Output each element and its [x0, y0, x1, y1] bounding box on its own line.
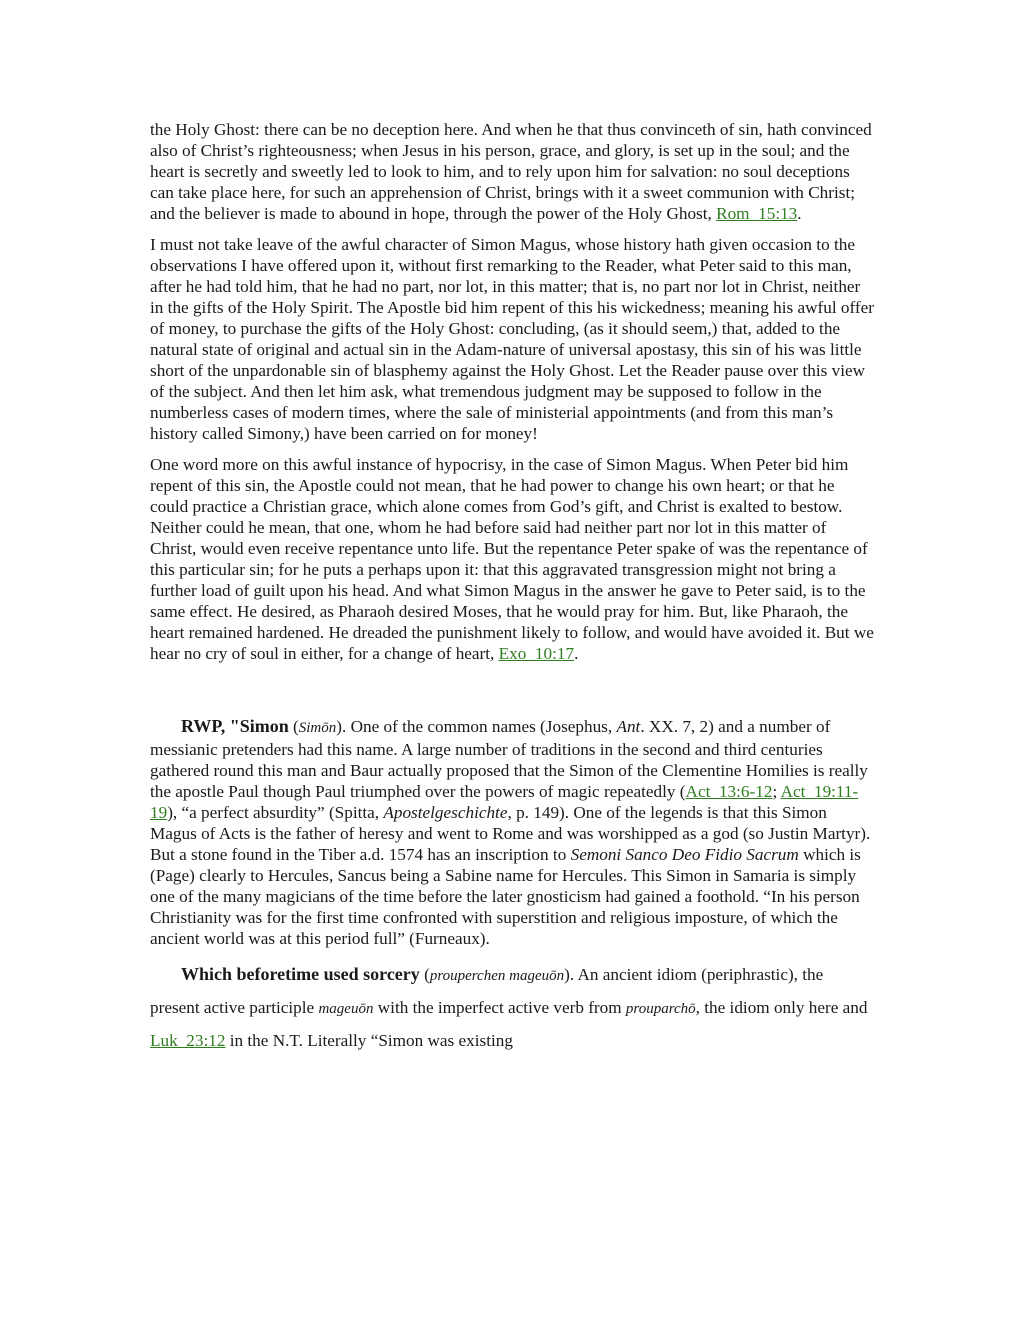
document-page: [150, 119, 876, 1066]
section-gap: [150, 674, 876, 716]
greek-term: prouparchō: [625, 1001, 696, 1017]
paragraph-text: One word more on this awful instance of hypocrisy, in the case of Simon Magus. When Peter bid him repent of this sin, the Apostle could not mean, that he had power to change his own heart; or that he could practice a Christian grace, which alone comes from God’s gift, and Christ is exalted to bestow. Neither could he mean, that one, whom he had before said had neither part nor lot in this matter of Christ, would even receive repentance unto life. But the repentance Peter spake of was the repentance of this particular sin; for he puts a perhaps upon it: that this aggravated transgression might not bring a further load of guilt upon his head. And what Simon Magus in the answer he gave to Peter said, is to the same effect. He desired, as Pharaoh desired Moses, that he would pray for him. But, like Pharaoh, the heart remained hardened. He dreaded the punishment likely to follow, and would have avoided it. But we hear no cry of soul in either, for a change of heart,: [150, 455, 874, 663]
paragraph-hypocrisy: One word more on this awful instance of hypocrisy, in the case of Simon Magus. When Peter bid him repent of this sin, the Apostle could not mean, that he had power to change his own heart; or that he could practice a Christian grace, which alone comes from God’s gift, and Christ is exalted to bestow. Neither could he mean, that one, whom he had before said had neither part nor lot in this matter of Christ, would even receive repentance unto life. But the repentance Peter spake of was the repentance of this particular sin; for he puts a perhaps upon it: that this aggravated transgression might not bring a further load of guilt upon his head. And what Simon Magus in the answer he gave to Peter said, is to the same effect. He desired, as Pharaoh desired Moses, that he would pray for him. But, like Pharaoh, the heart remained hardened. He dreaded the punishment likely to follow, and would have avoided it. But we hear no cry of soul in either, for a change of heart, Exo_10:17.: [150, 455, 874, 663]
paragraph-simon-magus: I must not take leave of the awful character of Simon Magus, whose history hath given occasion to the observations I have offered upon it, without first remarking to the Reader, what Peter said to this man, after he had told him, that he had no part, nor lot, in this matter; that is, no part nor lot in Christ, neither in the gifts of the Holy Spirit. The Apostle bid him repent of this his wickedness; meaning his awful offer of money, to purchase the gifts of the Holy Ghost: concluding, (as it should seem,) that, added to the natural state of original and actual sin in the Adam-nature of universal apostasy, this sin of his was little short of the unpardonable sin of blasphemy against the Holy Ghost. Let the Reader pause over this view of the subject. And then let him ask, what tremendous judgment may be supposed to follow in the numberless cases of modern times, where the sale of ministerial appointments (and from this man’s history called Simony,) have been carried on for money!: [150, 235, 874, 443]
greek-term: mageuōn: [318, 1001, 374, 1017]
scripture-link-act-13-6[interactable]: Act_13:6-12: [685, 782, 773, 801]
book-title: Apostelgeschichte: [383, 803, 508, 822]
paragraph-holy-ghost: the Holy Ghost: there can be no deception here. And when he that thus convinceth of sin, hath convinced also of Christ’s righteousness; when Jesus in his person, grace, and glory, is set up in the soul; and the heart is secretly and sweetly led to look to him, and to rely upon him for salvation: no soul deceptions can take place here, for such an apprehension of Christ, brings with it a sweet communion with Christ; and the believer is made to abound in hope, through the power of the Holy Ghost, Rom_15:13.: [150, 120, 872, 223]
greek-term: Simōn: [298, 720, 337, 736]
scripture-link-luk-23-12[interactable]: Luk_23:12: [150, 1031, 226, 1050]
scripture-link-act-19-11[interactable]: Act_19:11-19: [150, 782, 859, 822]
rwp-heading: RWP, "Simon: [181, 716, 289, 736]
greek-term: prouperchen mageuōn: [429, 968, 565, 984]
sorcery-commentary: Which beforetime used sorcery (prouperchen mageuōn). An ancient idiom (periphrastic), the present active participle mageuōn with the imperfect active verb from prouparchō, the idiom only here and Luk_23:12 in the N.T. Literally “Simon was existing: [150, 964, 868, 1050]
paragraph-text: the Holy Ghost: there can be no deception here. And when he that thus convinceth of sin, hath convinced also of Christ’s righteousness; when Jesus in his person, grace, and glory, is set up in the soul; and the heart is secretly and sweetly led to look to him, and to rely upon him for salvation: no soul deceptions can take place here, for such an apprehension of Christ, brings with it a sweet communion with Christ; and the believer is made to abound in hope, through the power of the Holy Ghost,: [150, 120, 872, 223]
rwp-commentary: RWP, "Simon (Simōn). One of the common names (Josephus, Ant. XX. 7, 2) and a number of messianic pretenders had this name. A large number of traditions in the second and third centuries gathered round this man and Baur actually proposed that the Simon of the Clementine Homilies is really the apostle Paul though Paul triumphed over the powers of magic repeatedly (Act_13:6-12; Act_19:11-19), “a perfect absurdity” (Spitta, Apostelgeschichte, p. 149). One of the legends is that this Simon Magus of Acts is the father of heresy and went to Rome and was worshipped as a god (so Justin Martyr). But a stone found in the Tiber a.d. 1574 has an inscription to Semoni Sanco Deo Fidio Sacrum which is (Page) clearly to Hercules, Sancus being a Sabine name for Hercules. This Simon in Samaria is simply one of the many magicians of the time before the later gnosticism had gained a foothold. “In his person Christianity was for the first time confronted with superstition and religious imposture, of which the ancient world was at this period full” (Furneaux).: [150, 716, 871, 948]
sorcery-heading: Which beforetime used sorcery: [181, 964, 420, 984]
scripture-link-rom-15-13[interactable]: Rom_15:13: [716, 204, 798, 223]
scripture-link-exo-10-17[interactable]: Exo_10:17: [498, 644, 575, 663]
inscription-text: Semoni Sanco Deo Fidio Sacrum: [570, 845, 799, 864]
book-title: Ant: [616, 717, 641, 736]
